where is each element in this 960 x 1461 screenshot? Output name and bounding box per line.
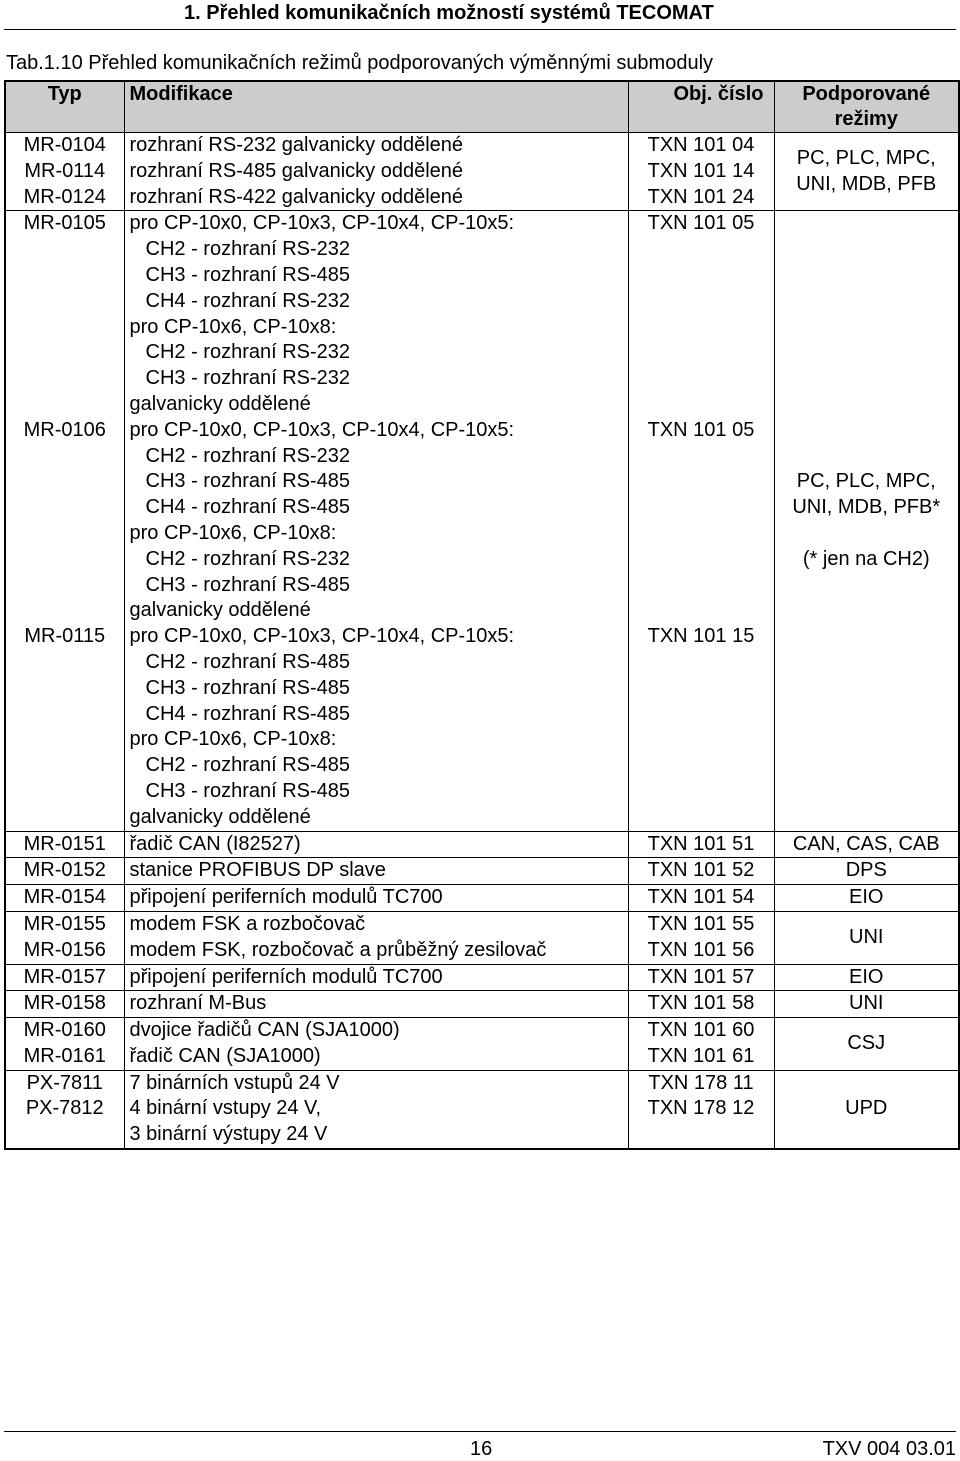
obj-value: TXN 178 12 <box>647 1097 755 1120</box>
typ-value: MR-0124 <box>23 185 106 208</box>
mod-line: CH2 - rozhraní RS-232 <box>145 341 351 364</box>
typ-value: MR-0155 <box>23 912 106 935</box>
cell-modifikace: rozhraní M-Bus <box>124 991 628 1018</box>
mod-line: 7 binárních vstupů 24 V <box>129 1071 340 1094</box>
typ-value: MR-0114 <box>24 159 106 182</box>
cell-typ: MR-0115 <box>5 624 124 831</box>
table-row-mr0158 <box>5 991 959 1018</box>
cell-obj <box>628 133 774 211</box>
table-row-mr0157 <box>5 964 959 991</box>
cell-rezimy: CAN, CAS, CAB <box>774 831 959 858</box>
cell-obj: TXN 101 57 <box>628 964 774 991</box>
cell-obj: TXN 101 15 <box>628 624 774 831</box>
mod-line: 3 binární výstupy 24 V <box>129 1123 328 1146</box>
table-row-mr0151 <box>5 831 959 858</box>
document-code: TXV 004 03.01 <box>822 1438 956 1460</box>
cell-rezimy: EIO <box>774 885 959 912</box>
table-row-mr0160-group <box>5 1018 959 1071</box>
mod-line: pro CP-10x6, CP-10x8: <box>129 521 337 544</box>
cell-modifikace <box>124 418 628 624</box>
header-rezimy-line-2: režimy <box>834 108 898 130</box>
mod-line: CH3 - rozhraní RS-485 <box>145 470 351 493</box>
mod-line: CH2 - rozhraní RS-232 <box>145 238 351 261</box>
mod-line: pro CP-10x0, CP-10x3, CP-10x4, CP-10x5: <box>129 418 515 441</box>
mod-line: rozhraní RS-485 galvanicky oddělené <box>129 159 464 182</box>
mod-line: modem FSK a rozbočovač <box>129 912 366 935</box>
mod-line: 4 binární vstupy 24 V, <box>129 1097 322 1120</box>
mod-line: rozhraní RS-422 galvanicky oddělené <box>129 185 464 208</box>
cell-obj: TXN 101 52 <box>628 858 774 885</box>
mod-line: CH2 - rozhraní RS-485 <box>145 754 351 777</box>
table-caption: Tab.1.10 Přehled komunikačních režimů podporovaných výměnnými submoduly <box>6 52 714 74</box>
mod-line: CH3 - rozhraní RS-485 <box>145 573 351 596</box>
mod-line: modem FSK, rozbočovač a průběžný zesilovač <box>129 938 547 961</box>
obj-value: TXN 178 11 <box>648 1071 754 1094</box>
cell-obj <box>628 1070 774 1149</box>
cell-rezimy: UNI <box>774 991 959 1018</box>
table-row-mr0105 <box>5 211 959 418</box>
cell-typ <box>5 133 124 211</box>
mod-line: řadič CAN (SJA1000) <box>129 1044 321 1067</box>
mod-line: CH4 - rozhraní RS-485 <box>145 496 351 519</box>
cell-obj: TXN 101 51 <box>628 831 774 858</box>
mod-line: CH2 - rozhraní RS-232 <box>145 547 351 570</box>
mod-line: dvojice řadičů CAN (SJA1000) <box>129 1019 400 1042</box>
mod-line: CH4 - rozhraní RS-232 <box>145 289 351 312</box>
table-row-mr0152 <box>5 858 959 885</box>
cell-rezimy <box>774 133 959 211</box>
cell-typ: MR-0158 <box>5 991 124 1018</box>
typ-value: MR-0161 <box>23 1044 106 1067</box>
cell-typ <box>5 1018 124 1071</box>
cell-rezimy: CSJ <box>774 1018 959 1071</box>
table-row-px7811-group <box>5 1070 959 1149</box>
mod-line: CH2 - rozhraní RS-232 <box>145 444 351 467</box>
typ-value: MR-0104 <box>23 134 106 156</box>
rez-line: UNI, MDB, PFB <box>796 172 937 195</box>
table-row-mr0154 <box>5 885 959 912</box>
header-rule <box>4 29 956 30</box>
page-number: 16 <box>470 1438 493 1460</box>
cell-modifikace: stanice PROFIBUS DP slave <box>124 858 628 885</box>
cell-obj: TXN 101 05 <box>628 418 774 624</box>
obj-value: TXN 101 60 <box>647 1019 755 1042</box>
mod-line: pro CP-10x0, CP-10x3, CP-10x4, CP-10x5: <box>129 212 515 235</box>
header-rezimy-line-1: Podporované <box>802 83 931 105</box>
mod-line: CH3 - rozhraní RS-485 <box>145 676 351 699</box>
cell-modifikace <box>124 211 628 418</box>
obj-value: TXN 101 55 <box>647 912 755 935</box>
cell-rezimy: DPS <box>774 858 959 885</box>
rez-line <box>780 521 954 547</box>
cell-obj: TXN 101 05 <box>628 211 774 418</box>
cell-modifikace <box>124 624 628 831</box>
table-header-row <box>5 81 959 133</box>
cell-rezimy: UNI <box>774 911 959 964</box>
rez-line: PC, PLC, MPC, <box>796 146 936 169</box>
cell-typ: MR-0105 <box>5 211 124 418</box>
cell-modifikace: připojení periferních modulů TC700 <box>124 964 628 991</box>
cell-rezimy: EIO <box>774 964 959 991</box>
rez-line: PC, PLC, MPC, <box>796 470 936 493</box>
obj-value: TXN 101 56 <box>647 938 755 961</box>
obj-value: TXN 101 61 <box>647 1044 755 1067</box>
cell-modifikace <box>124 133 628 211</box>
obj-value: TXN 101 24 <box>647 185 755 208</box>
cell-typ: MR-0152 <box>5 858 124 885</box>
header-typ: Typ <box>5 81 124 133</box>
cell-rezimy <box>774 211 959 831</box>
header-modifikace: Modifikace <box>124 81 628 133</box>
mod-line: CH3 - rozhraní RS-485 <box>145 263 351 286</box>
cell-obj: TXN 101 54 <box>628 885 774 912</box>
cell-modifikace <box>124 1018 628 1071</box>
cell-typ: MR-0157 <box>5 964 124 991</box>
cell-rezimy: UPD <box>774 1070 959 1149</box>
header-podporovane-rezimy <box>774 81 959 133</box>
typ-value: PX-7812 <box>25 1097 104 1120</box>
cell-modifikace <box>124 1070 628 1149</box>
cell-typ: MR-0106 <box>5 418 124 624</box>
cell-obj <box>628 911 774 964</box>
rez-line: UNI, MDB, PFB* <box>792 496 941 519</box>
cell-modifikace: řadič CAN (I82527) <box>124 831 628 858</box>
typ-value: MR-0160 <box>23 1019 106 1042</box>
mod-line: rozhraní RS-232 galvanicky oddělené <box>129 134 464 156</box>
cell-obj <box>628 1018 774 1071</box>
header-obj-cislo: Obj. číslo <box>628 81 774 133</box>
mod-line: CH2 - rozhraní RS-485 <box>145 650 351 673</box>
table-row-mr0155-group <box>5 911 959 964</box>
mod-line: galvanicky oddělené <box>129 392 311 415</box>
mod-line: galvanicky oddělené <box>129 805 311 828</box>
cell-obj: TXN 101 58 <box>628 991 774 1018</box>
cell-modifikace: připojení periferních modulů TC700 <box>124 885 628 912</box>
footer-rule <box>4 1431 956 1432</box>
cell-typ <box>5 1070 124 1149</box>
obj-value: TXN 101 14 <box>647 159 755 182</box>
cell-typ: MR-0154 <box>5 885 124 912</box>
typ-value: MR-0156 <box>23 938 106 961</box>
mod-line: CH4 - rozhraní RS-485 <box>145 702 351 725</box>
submodule-table <box>4 80 960 1150</box>
cell-typ: MR-0151 <box>5 831 124 858</box>
mod-line: pro CP-10x6, CP-10x8: <box>129 315 337 338</box>
cell-typ <box>5 911 124 964</box>
cell-modifikace <box>124 911 628 964</box>
mod-line: galvanicky oddělené <box>129 599 311 622</box>
table-row-mr0104-group <box>5 133 959 211</box>
mod-line: CH3 - rozhraní RS-232 <box>145 367 351 390</box>
rez-note: (* jen na CH2) <box>802 547 930 570</box>
mod-line: pro CP-10x6, CP-10x8: <box>129 728 337 751</box>
mod-line: CH3 - rozhraní RS-485 <box>145 779 351 802</box>
typ-value: PX-7811 <box>26 1071 103 1094</box>
page-header-title: 1. Přehled komunikačních možností systémů TECOMAT <box>184 2 714 24</box>
obj-value: TXN 101 04 <box>647 134 755 156</box>
mod-line: pro CP-10x0, CP-10x3, CP-10x4, CP-10x5: <box>129 625 515 648</box>
